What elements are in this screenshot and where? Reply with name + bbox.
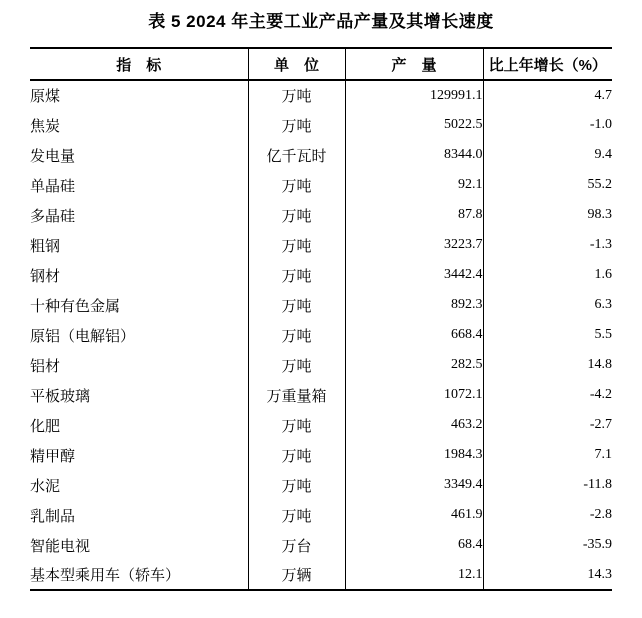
table-row	[30, 530, 612, 560]
output-cell: 3223.7	[345, 230, 483, 260]
output-cell: 3349.4	[345, 470, 483, 500]
unit-cell: 万吨	[248, 200, 345, 230]
output-cell: 892.3	[345, 290, 483, 320]
indicator-cell: 焦炭	[30, 110, 248, 140]
growth-cell: -4.2	[589, 387, 612, 402]
indicator-cell: 多晶硅	[30, 200, 248, 230]
growth-cell: -2.7	[589, 417, 612, 432]
unit-cell: 万重量箱	[248, 380, 345, 410]
indicator-cell: 化肥	[30, 410, 248, 440]
growth-cell: 55.2	[587, 177, 612, 192]
output-cell: 87.8	[345, 200, 483, 230]
table-body	[30, 80, 612, 590]
unit-cell: 万辆	[248, 560, 345, 590]
growth-cell: 6.3	[594, 297, 612, 312]
growth-cell: 5.5	[594, 327, 612, 342]
table-row	[30, 440, 612, 470]
unit-cell: 万吨	[248, 230, 345, 260]
table-title: 表 5 2024 年主要工业产品产量及其增长速度	[148, 12, 494, 31]
table-row	[30, 200, 612, 230]
output-cell: 3442.4	[345, 260, 483, 290]
indicator-cell: 发电量	[30, 140, 248, 170]
growth-cell: -35.9	[582, 537, 612, 552]
indicator-cell: 钢材	[30, 260, 248, 290]
growth-cell: -2.8	[589, 507, 612, 522]
output-cell: 1072.1	[345, 380, 483, 410]
unit-cell: 亿千瓦时	[248, 140, 345, 170]
indicator-cell: 水泥	[30, 470, 248, 500]
output-cell: 282.5	[345, 350, 483, 380]
output-cell: 129991.1	[345, 80, 483, 110]
table-row	[30, 320, 612, 350]
header-indicator: 指 标	[30, 48, 248, 80]
unit-cell: 万吨	[248, 320, 345, 350]
industrial-output-table	[30, 47, 612, 591]
growth-cell: 1.6	[594, 267, 612, 282]
unit-cell: 万吨	[248, 350, 345, 380]
table-row	[30, 560, 612, 590]
output-cell: 8344.0	[345, 140, 483, 170]
header-unit: 单 位	[248, 48, 345, 80]
output-cell: 1984.3	[345, 440, 483, 470]
unit-cell: 万吨	[248, 290, 345, 320]
growth-cell: 7.1	[594, 447, 612, 462]
indicator-cell: 精甲醇	[30, 440, 248, 470]
output-cell: 461.9	[345, 500, 483, 530]
table-row	[30, 470, 612, 500]
output-cell: 12.1	[345, 560, 483, 590]
unit-cell: 万台	[248, 530, 345, 560]
indicator-cell: 铝材	[30, 350, 248, 380]
table-row	[30, 350, 612, 380]
unit-cell: 万吨	[248, 410, 345, 440]
unit-cell: 万吨	[248, 500, 345, 530]
table-row	[30, 80, 612, 110]
output-cell: 68.4	[345, 530, 483, 560]
indicator-cell: 平板玻璃	[30, 380, 248, 410]
table-row	[30, 500, 612, 530]
header-growth: 比上年增长（%）	[483, 48, 612, 80]
indicator-cell: 粗钢	[30, 230, 248, 260]
output-cell: 5022.5	[345, 110, 483, 140]
output-cell: 668.4	[345, 320, 483, 350]
indicator-cell: 原煤	[30, 80, 248, 110]
unit-cell: 万吨	[248, 260, 345, 290]
unit-cell: 万吨	[248, 170, 345, 200]
growth-cell: -11.8	[583, 477, 612, 492]
unit-cell: 万吨	[248, 470, 345, 500]
indicator-cell: 智能电视	[30, 530, 248, 560]
growth-cell: 14.3	[587, 566, 612, 582]
table-header	[30, 48, 612, 80]
header-row	[30, 48, 612, 80]
indicator-cell: 十种有色金属	[30, 290, 248, 320]
indicator-cell: 乳制品	[30, 500, 248, 530]
table-row	[30, 170, 612, 200]
table-row	[30, 110, 612, 140]
table-row	[30, 140, 612, 170]
table-row	[30, 380, 612, 410]
unit-cell: 万吨	[248, 440, 345, 470]
growth-cell: 9.4	[594, 147, 612, 162]
output-cell: 92.1	[345, 170, 483, 200]
unit-cell: 万吨	[248, 110, 345, 140]
growth-cell: 98.3	[587, 207, 612, 222]
table-row	[30, 290, 612, 320]
growth-cell: -1.3	[589, 237, 612, 252]
indicator-cell: 原铝（电解铝）	[30, 320, 248, 350]
growth-cell: -1.0	[589, 117, 612, 132]
table-row	[30, 260, 612, 290]
growth-cell: 14.8	[587, 357, 612, 372]
indicator-cell: 单晶硅	[30, 170, 248, 200]
indicator-cell: 基本型乘用车（轿车）	[30, 560, 248, 590]
growth-cell: 4.7	[594, 87, 612, 103]
table-row	[30, 230, 612, 260]
header-output: 产 量	[345, 48, 483, 80]
table-row	[30, 410, 612, 440]
output-cell: 463.2	[345, 410, 483, 440]
unit-cell: 万吨	[248, 80, 345, 110]
